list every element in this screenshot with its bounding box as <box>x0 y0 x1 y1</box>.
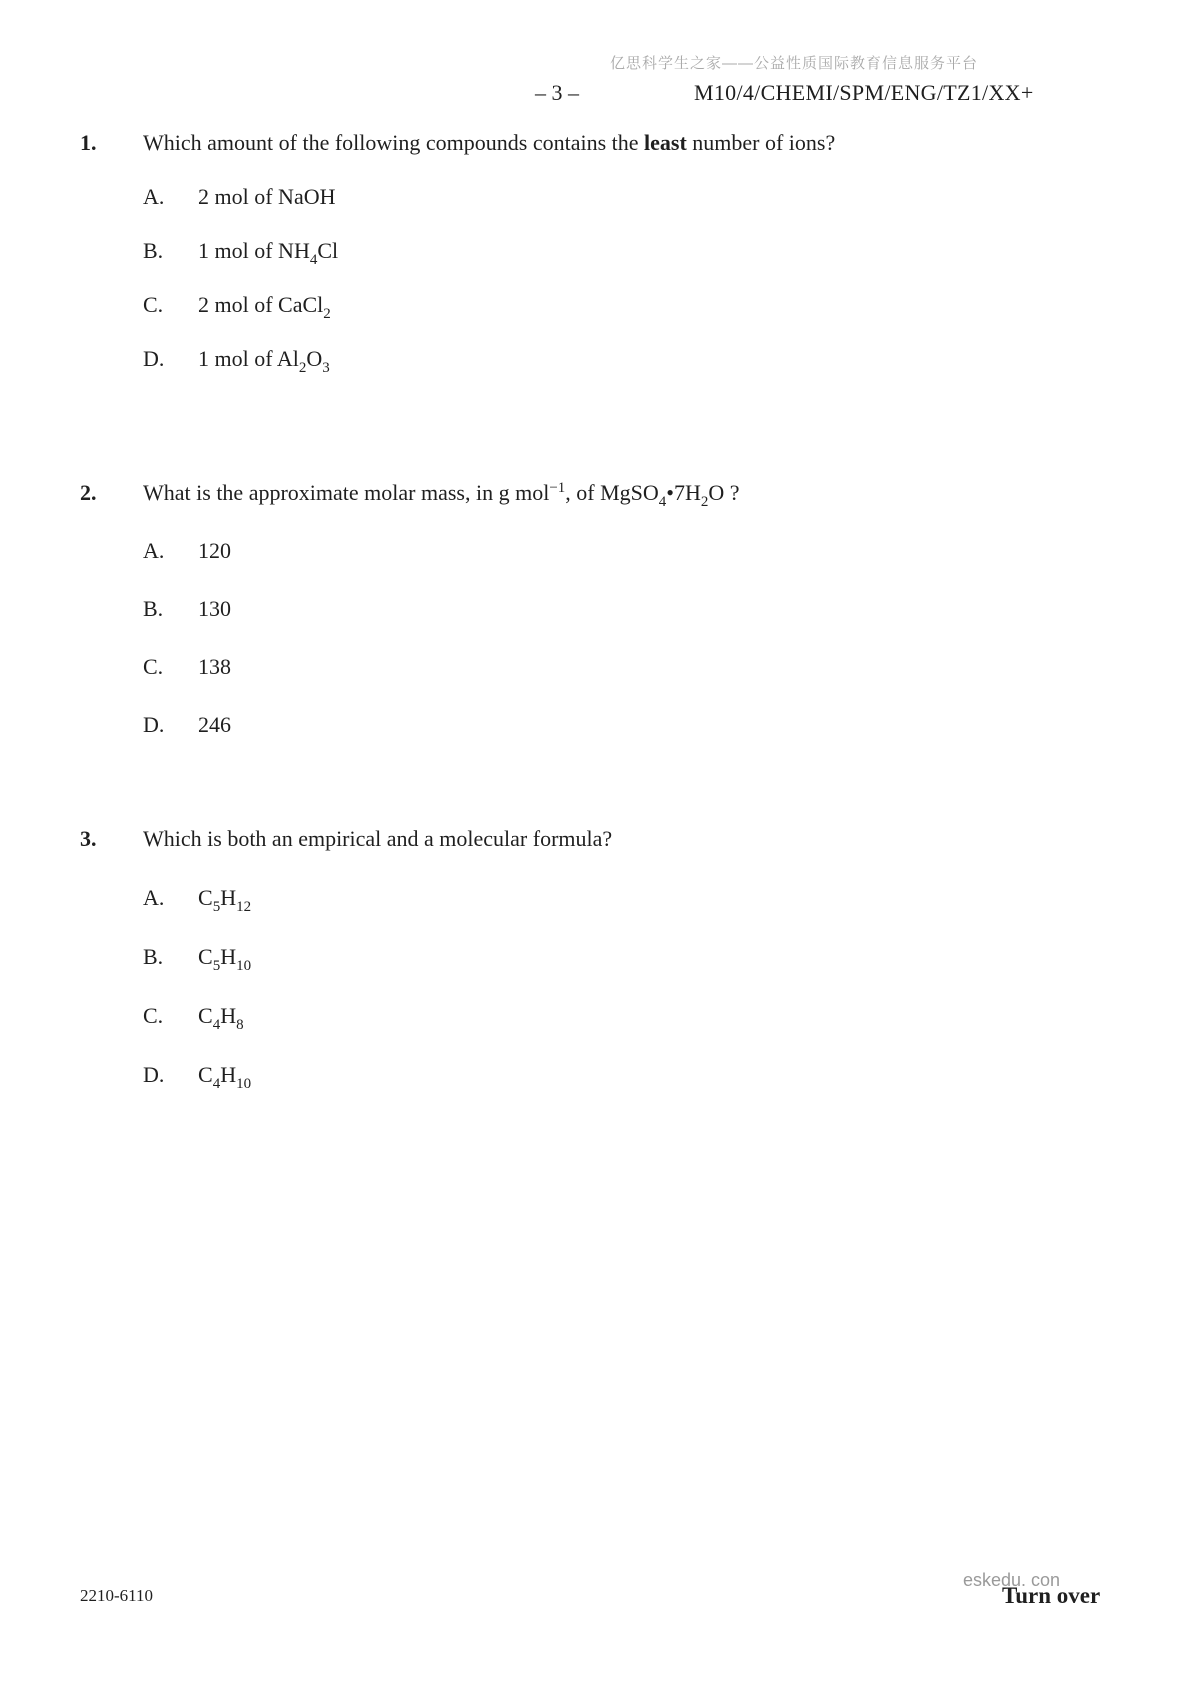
question-1 <box>80 130 1131 376</box>
option-b <box>143 596 1131 622</box>
option-content <box>198 596 1131 622</box>
option-a <box>143 885 1131 915</box>
subscript: 10 <box>236 957 252 974</box>
option-content <box>198 346 1131 376</box>
text-segment: H <box>220 1003 237 1028</box>
option-letter: A. <box>143 885 165 910</box>
option-letter: B. <box>143 238 164 263</box>
text-segment: O <box>306 346 323 371</box>
subscript: 2 <box>323 305 331 322</box>
option-content <box>198 538 1131 564</box>
text-segment: 2 mol of CaCl <box>198 292 324 317</box>
option-letter: C. <box>143 292 164 317</box>
option-b <box>143 944 1131 974</box>
page-number: – 3 – <box>535 80 579 105</box>
option-c <box>143 1003 1131 1033</box>
option-letter: D. <box>143 1062 165 1087</box>
question-text <box>143 826 1131 852</box>
option-letter: A. <box>143 184 165 209</box>
option-content <box>198 1062 1131 1092</box>
option-b <box>143 238 1131 268</box>
subscript: 4 <box>309 251 318 268</box>
option-content <box>198 238 1131 268</box>
text-segment: O ? <box>708 480 740 505</box>
option-letter: D. <box>143 346 165 371</box>
text-segment: 138 <box>198 654 231 679</box>
option-content <box>198 654 1131 680</box>
subscript: 2 <box>700 493 709 510</box>
option-letter: B. <box>143 596 164 621</box>
option-letter: B. <box>143 944 164 969</box>
site-watermark-bottom: eskedu. con <box>963 1570 1061 1590</box>
subscript: 4 <box>212 1075 221 1092</box>
subscript: 8 <box>236 1016 244 1033</box>
text-segment: number of ions? <box>686 130 836 155</box>
option-content <box>198 184 1131 210</box>
text-segment: H <box>220 1062 237 1087</box>
option-content <box>198 944 1131 974</box>
subscript: 5 <box>212 957 221 974</box>
question-2 <box>80 480 1131 738</box>
turn-over-label: Turn over <box>1002 1583 1101 1608</box>
question-3 <box>80 826 1131 1092</box>
option-letter: C. <box>143 1003 164 1028</box>
question-number: 1. <box>80 130 97 155</box>
option-c <box>143 654 1131 680</box>
text-segment: H <box>220 885 237 910</box>
question-text <box>143 130 1131 156</box>
text-segment: C <box>198 1003 213 1028</box>
option-content <box>198 885 1131 915</box>
text-segment: 246 <box>198 712 231 737</box>
text-segment: What is the approximate molar mass, in g mol <box>143 480 550 505</box>
site-watermark-top: 亿思科学生之家——公益性质国际教育信息服务平台 <box>609 55 978 72</box>
superscript: −1 <box>549 479 566 496</box>
text-segment: H <box>220 944 237 969</box>
subscript: 2 <box>298 359 307 376</box>
option-a <box>143 538 1131 564</box>
text-segment: 120 <box>198 538 231 563</box>
text-segment: C <box>198 885 213 910</box>
text-segment: Cl <box>317 238 339 263</box>
question-number: 2. <box>80 480 97 505</box>
option-a <box>143 184 1131 210</box>
question-text <box>143 479 1131 510</box>
option-letter: D. <box>143 712 165 737</box>
text-segment: C <box>198 1062 213 1087</box>
subscript: 3 <box>322 359 330 376</box>
subscript: 5 <box>212 898 221 915</box>
option-d <box>143 1062 1131 1092</box>
text-segment: , of MgSO <box>565 480 659 505</box>
text-segment: C <box>198 944 213 969</box>
subscript: 4 <box>212 1016 221 1033</box>
text-segment: Which amount of the following compounds contains the <box>143 130 645 155</box>
option-c <box>143 292 1131 322</box>
option-content <box>198 1003 1131 1033</box>
option-letter: A. <box>143 538 165 563</box>
option-content <box>198 292 1131 322</box>
option-content <box>198 712 1131 738</box>
text-segment: least <box>644 130 687 155</box>
option-d <box>143 346 1131 376</box>
text-segment: •7H <box>666 480 701 505</box>
footer-exam-code: 2210-6110 <box>80 1586 154 1605</box>
text-segment: 130 <box>198 596 231 621</box>
option-d <box>143 712 1131 738</box>
subscript: 12 <box>236 898 252 915</box>
text-segment: 1 mol of Al <box>198 346 299 371</box>
question-number: 3. <box>80 826 97 851</box>
text-segment: 2 mol of NaOH <box>198 184 336 209</box>
option-letter: C. <box>143 654 164 679</box>
text-segment: Which is both an empirical and a molecular formula? <box>143 826 613 851</box>
paper-code: M10/4/CHEMI/SPM/ENG/TZ1/XX+ <box>694 80 1034 105</box>
subscript: 4 <box>658 493 667 510</box>
text-segment: 1 mol of NH <box>198 238 310 263</box>
subscript: 10 <box>236 1075 252 1092</box>
